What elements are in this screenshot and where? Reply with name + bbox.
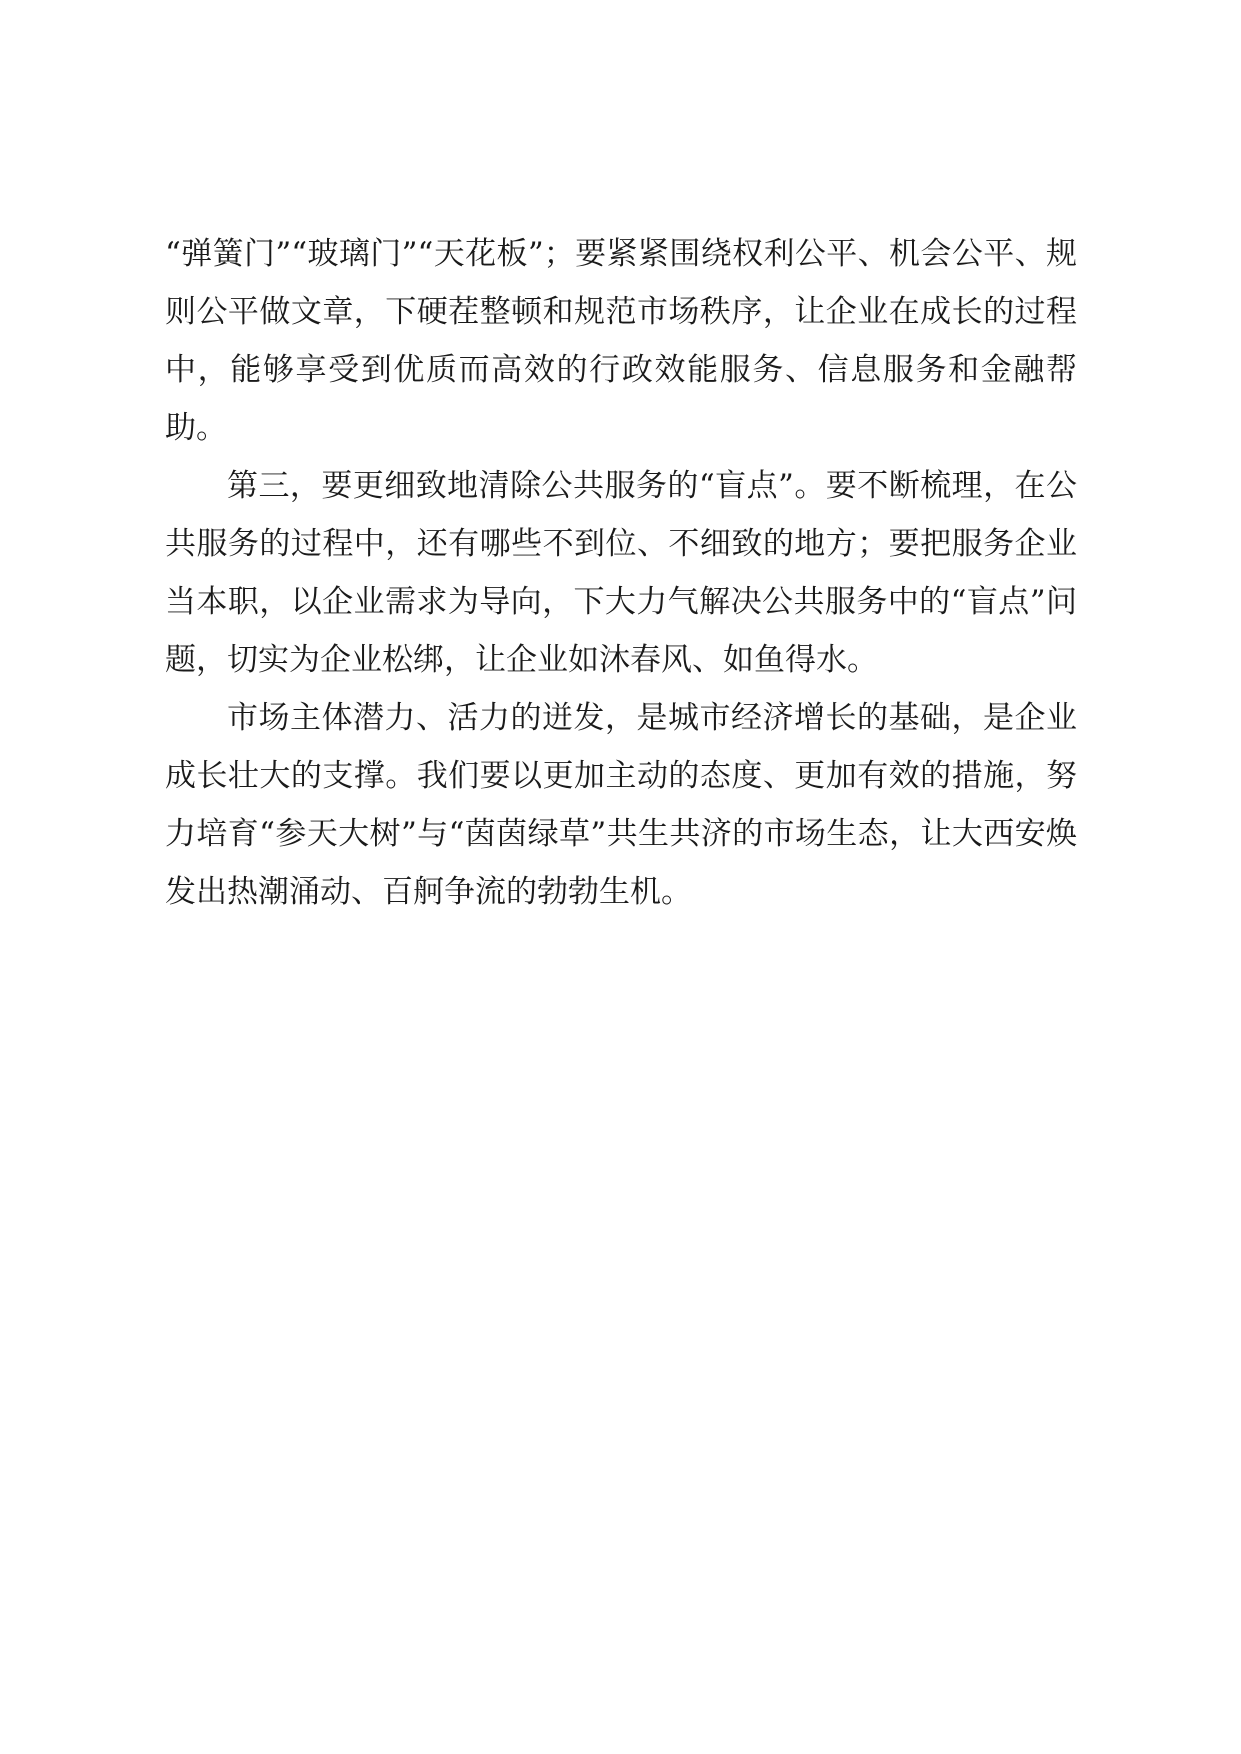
paragraph-continuation: “弹簧门”“玻璃门”“天花板”；要紧紧围绕权利公平、机会公平、规则公平做文章，下硬茬整顿和规范市场秩序，让企业在成长的过程中，能够享受到优质而高效的行政效能服务、信息服务和金融帮助。 (165, 236, 1077, 446)
document-body (165, 225, 1077, 921)
paragraph-conclusion: 市场主体潜力、活力的迸发，是城市经济增长的基础，是企业成长壮大的支撑。我们要以更加主动的态度、更加有效的措施，努力培育“参天大树”与“茵茵绿草”共生共济的市场生态，让大西安焕发出热潮涌动、百舸争流的勃勃生机。 (165, 700, 1077, 910)
paragraph-third-point: 第三，要更细致地清除公共服务的“盲点”。要不断梳理，在公共服务的过程中，还有哪些不到位、不细致的地方；要把服务企业当本职，以企业需求为导向，下大力气解决公共服务中的“盲点”问题，切实为企业松绑，让企业如沐春风、如鱼得水。 (165, 468, 1077, 678)
